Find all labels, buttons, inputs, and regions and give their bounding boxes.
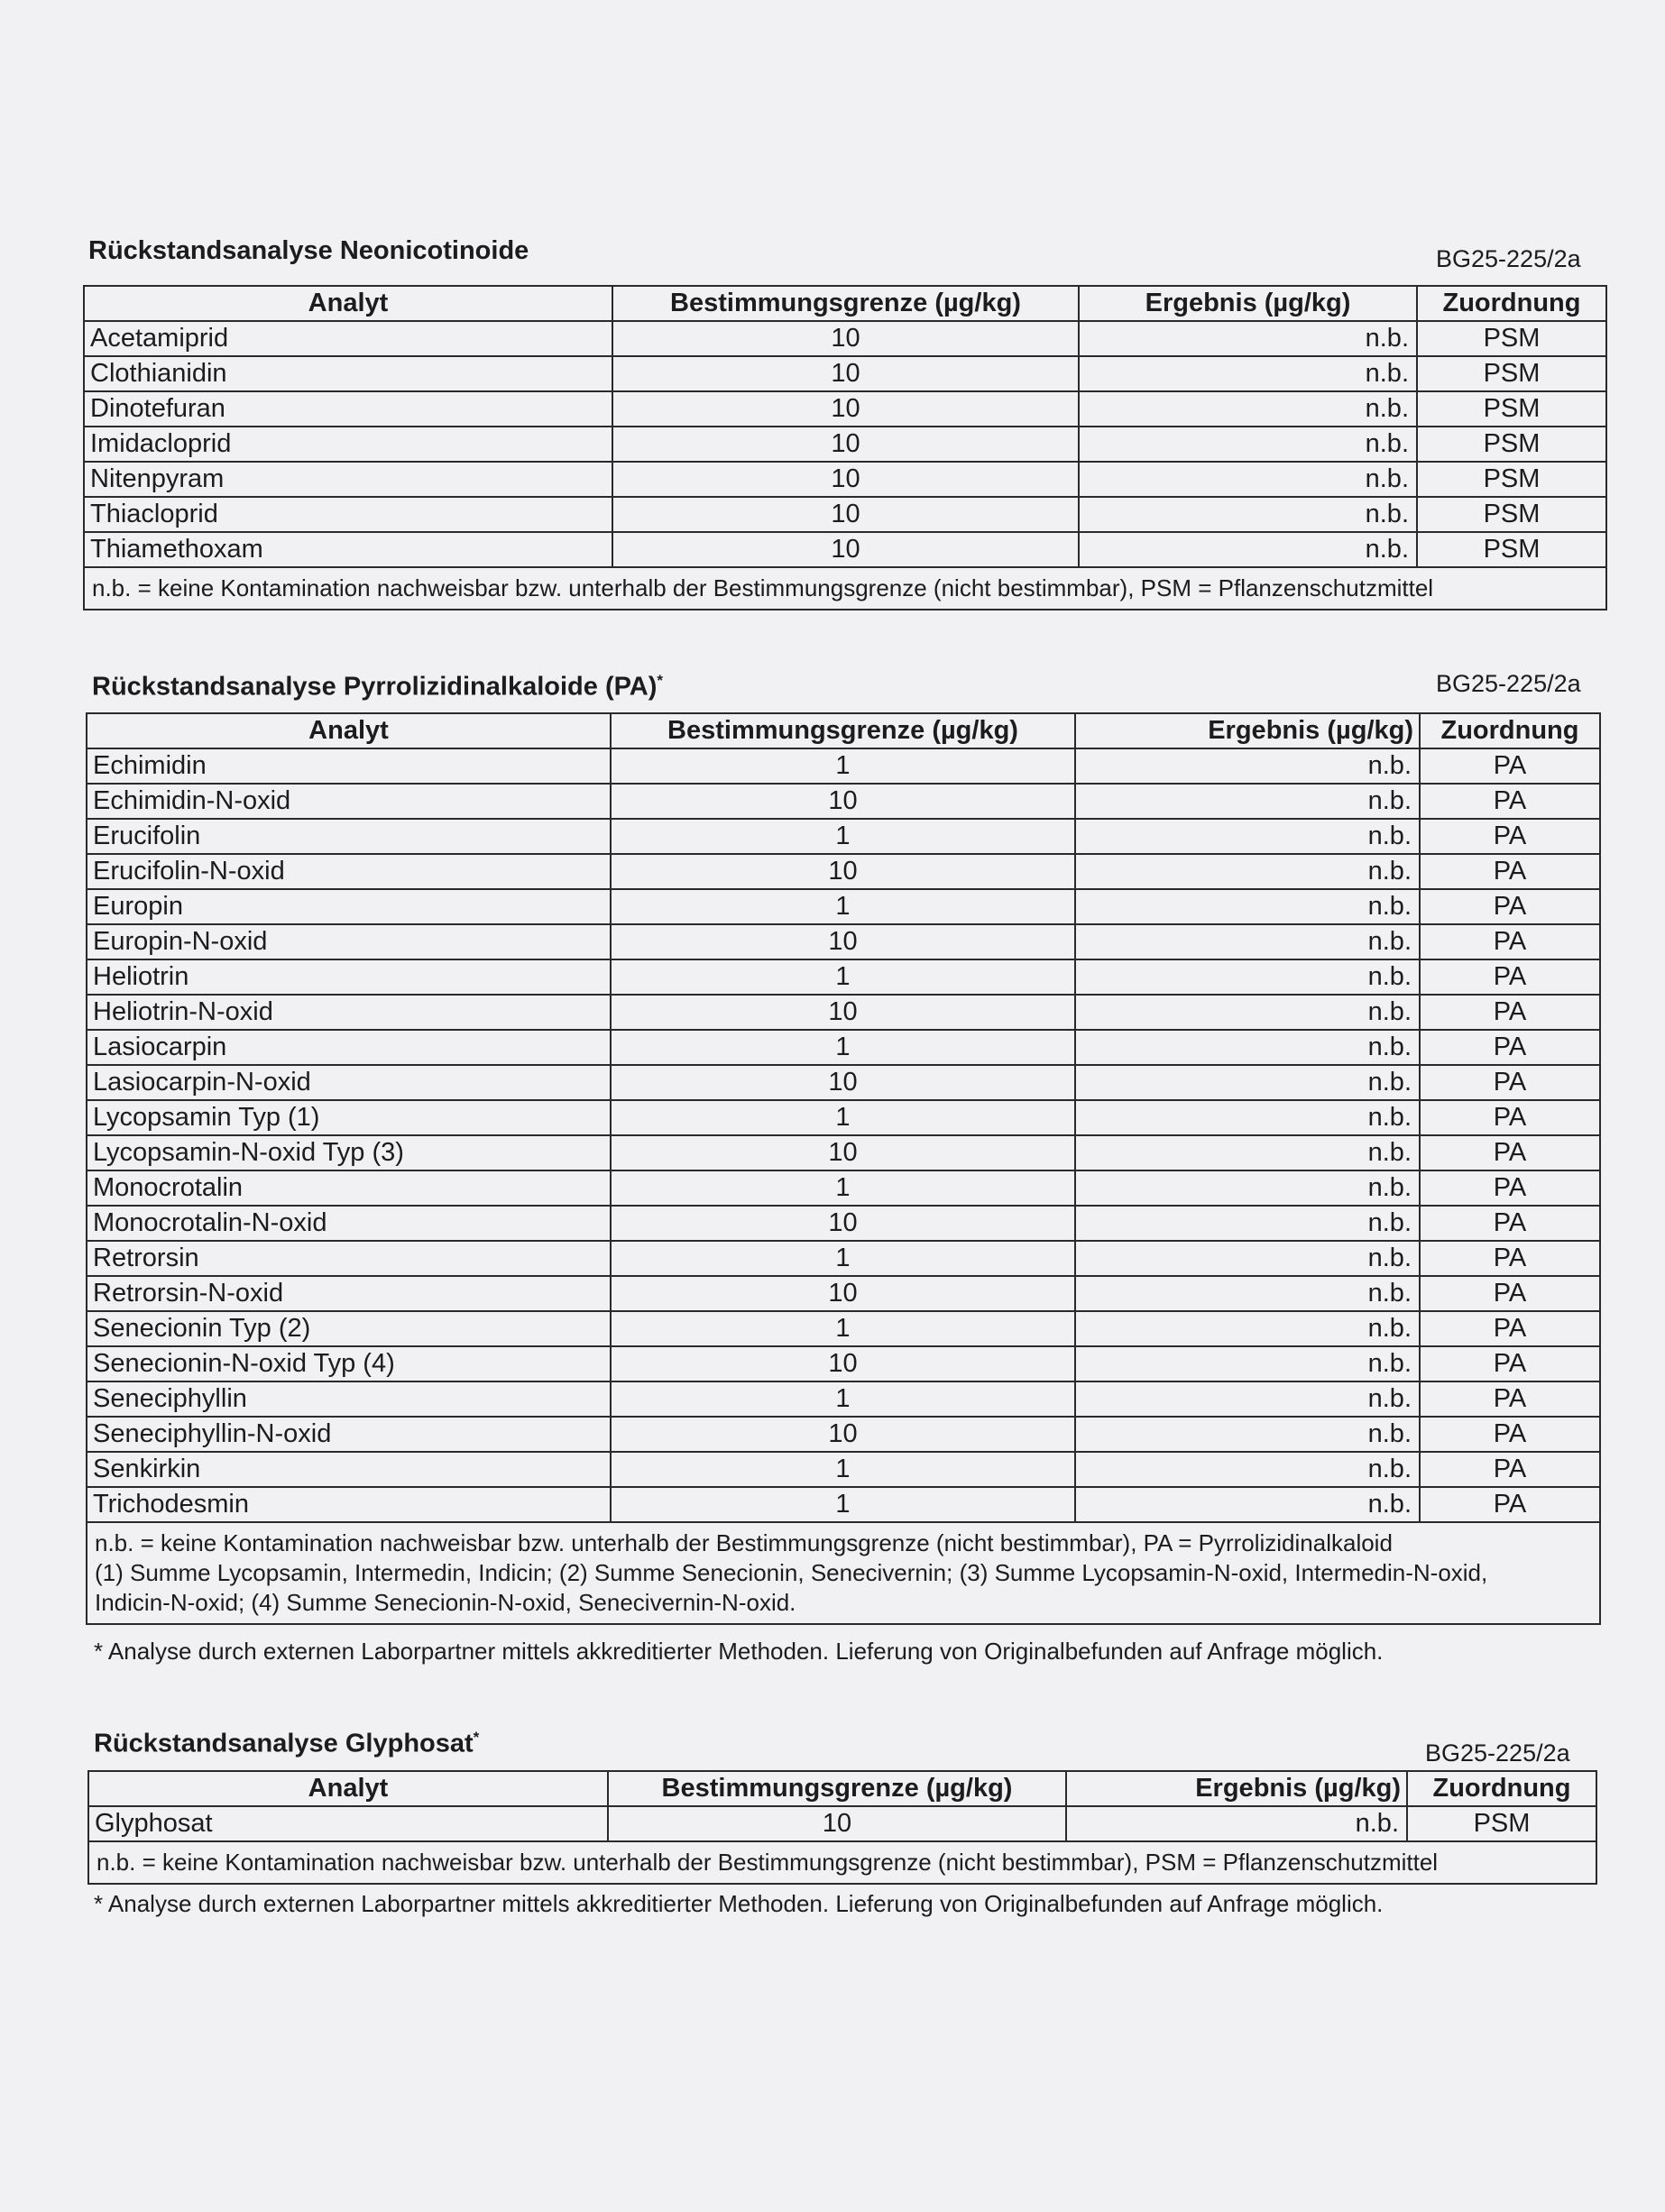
limit-cell: 10 [611, 924, 1075, 959]
footnote-mark: * [657, 672, 664, 689]
col-header-result: Ergebnis (µg/kg) [1079, 286, 1417, 321]
table-row [84, 427, 1606, 462]
result-cell: n.b. [1075, 784, 1420, 819]
analyte-cell: Senecionin Typ (2) [87, 1311, 611, 1346]
limit-cell: 1 [611, 1030, 1075, 1065]
neonicotinoid-title: Rückstandsanalyse Neonicotinoide [88, 236, 529, 265]
result-cell: n.b. [1075, 1065, 1420, 1100]
col-header-result: Ergebnis (µg/kg) [1075, 713, 1420, 748]
limit-cell: 10 [611, 784, 1075, 819]
col-header-assignment: Zuordnung [1420, 713, 1600, 748]
assignment-cell: PSM [1407, 1806, 1596, 1841]
limit-cell: 1 [611, 1452, 1075, 1487]
limit-cell: 1 [611, 1311, 1075, 1346]
legend-row [87, 1522, 1600, 1624]
limit-cell: 10 [611, 1065, 1075, 1100]
table-row [87, 854, 1600, 889]
col-header-limit: Bestimmungsgrenze (µg/kg) [611, 713, 1075, 748]
table-row [87, 1206, 1600, 1241]
result-cell: n.b. [1075, 748, 1420, 784]
result-cell: n.b. [1079, 497, 1417, 532]
table-row [87, 889, 1600, 924]
table-row [87, 1452, 1600, 1487]
limit-cell: 10 [612, 462, 1079, 497]
table-row [88, 1806, 1596, 1841]
assignment-cell: PA [1420, 1381, 1600, 1417]
analyte-cell: Lycopsamin Typ (1) [87, 1100, 611, 1135]
table-header-row [87, 713, 1600, 748]
col-header-analyt: Analyt [84, 286, 612, 321]
analyte-cell: Lasiocarpin [87, 1030, 611, 1065]
result-cell: n.b. [1075, 1417, 1420, 1452]
assignment-cell: PA [1420, 1417, 1600, 1452]
assignment-cell: PSM [1417, 462, 1606, 497]
analyte-cell: Echimidin [87, 748, 611, 784]
assignment-cell: PA [1420, 784, 1600, 819]
analyte-cell: Erucifolin-N-oxid [87, 854, 611, 889]
legend-text: n.b. = keine Kontamination nachweisbar bzw. unterhalb der Bestimmungsgrenze (nicht bestimmbar), PSM = Pflanzenschutzmittel [84, 567, 1606, 610]
limit-cell: 10 [612, 427, 1079, 462]
analyte-cell: Monocrotalin-N-oxid [87, 1206, 611, 1241]
table-row [87, 1417, 1600, 1452]
assignment-cell: PA [1420, 1170, 1600, 1206]
limit-cell: 10 [612, 391, 1079, 427]
limit-cell: 1 [611, 889, 1075, 924]
analyte-cell: Thiamethoxam [84, 532, 612, 567]
analyte-cell: Retrorsin [87, 1241, 611, 1276]
neonicotinoid-reference: BG25-225/2a [1436, 245, 1581, 272]
table-row [87, 819, 1600, 854]
table-row [87, 995, 1600, 1030]
limit-cell: 10 [611, 995, 1075, 1030]
assignment-cell: PA [1420, 1065, 1600, 1100]
limit-cell: 1 [611, 959, 1075, 995]
table-row [87, 924, 1600, 959]
analyte-cell: Lasiocarpin-N-oxid [87, 1065, 611, 1100]
result-cell: n.b. [1075, 854, 1420, 889]
assignment-cell: PA [1420, 924, 1600, 959]
limit-cell: 10 [612, 321, 1079, 356]
pyrrolizidine-reference: BG25-225/2a [1436, 670, 1581, 697]
assignment-cell: PSM [1417, 321, 1606, 356]
analyte-cell: Clothianidin [84, 356, 612, 391]
assignment-cell: PA [1420, 889, 1600, 924]
table-row [87, 1276, 1600, 1311]
col-header-analyt: Analyt [87, 713, 611, 748]
col-header-limit: Bestimmungsgrenze (µg/kg) [612, 286, 1079, 321]
result-cell: n.b. [1079, 532, 1417, 567]
table-row [87, 1381, 1600, 1417]
external-lab-footnote: * Analyse durch externen Laborpartner mittels akkreditierter Methoden. Lieferung von Originalbefunden auf Anfrage möglich. [94, 1890, 1384, 1917]
result-cell: n.b. [1075, 959, 1420, 995]
analyte-cell: Senecionin-N-oxid Typ (4) [87, 1346, 611, 1381]
glyphosate-reference: BG25-225/2a [1425, 1739, 1570, 1767]
assignment-cell: PA [1420, 819, 1600, 854]
table-row [87, 1311, 1600, 1346]
analyte-cell: Europin [87, 889, 611, 924]
result-cell: n.b. [1075, 1487, 1420, 1522]
legend-text: n.b. = keine Kontamination nachweisbar bzw. unterhalb der Bestimmungsgrenze (nicht bestimmbar), PSM = Pflanzenschutzmittel [88, 1841, 1596, 1884]
limit-cell: 10 [612, 497, 1079, 532]
result-cell: n.b. [1075, 1381, 1420, 1417]
limit-cell: 10 [611, 1346, 1075, 1381]
analyte-cell: Trichodesmin [87, 1487, 611, 1522]
external-lab-footnote: * Analyse durch externen Laborpartner mittels akkreditierter Methoden. Lieferung von Originalbefunden auf Anfrage möglich. [94, 1638, 1384, 1665]
analyte-cell: Nitenpyram [84, 462, 612, 497]
legend-cell [87, 1522, 1600, 1624]
table-row [84, 532, 1606, 567]
table-row [87, 1241, 1600, 1276]
assignment-cell: PSM [1417, 497, 1606, 532]
legend-row [84, 567, 1606, 610]
analyte-cell: Retrorsin-N-oxid [87, 1276, 611, 1311]
limit-cell: 1 [611, 1170, 1075, 1206]
result-cell: n.b. [1079, 356, 1417, 391]
assignment-cell: PSM [1417, 427, 1606, 462]
table-row [87, 1100, 1600, 1135]
table-row [87, 959, 1600, 995]
assignment-cell: PSM [1417, 391, 1606, 427]
table-row [87, 1065, 1600, 1100]
assignment-cell: PA [1420, 1135, 1600, 1170]
col-header-assignment: Zuordnung [1417, 286, 1606, 321]
table-row [84, 321, 1606, 356]
analyte-cell: Seneciphyllin [87, 1381, 611, 1417]
result-cell: n.b. [1079, 391, 1417, 427]
limit-cell: 10 [611, 1206, 1075, 1241]
table-header-row [88, 1771, 1596, 1806]
assignment-cell: PA [1420, 959, 1600, 995]
col-header-analyt: Analyt [88, 1771, 608, 1806]
assignment-cell: PSM [1417, 532, 1606, 567]
result-cell: n.b. [1079, 462, 1417, 497]
analyte-cell: Glyphosat [88, 1806, 608, 1841]
result-cell: n.b. [1079, 321, 1417, 356]
result-cell: n.b. [1075, 1276, 1420, 1311]
table-row [84, 497, 1606, 532]
analyte-cell: Heliotrin [87, 959, 611, 995]
limit-cell: 10 [612, 356, 1079, 391]
limit-cell: 10 [611, 1135, 1075, 1170]
table-row [87, 1135, 1600, 1170]
assignment-cell: PA [1420, 1276, 1600, 1311]
assignment-cell: PA [1420, 995, 1600, 1030]
result-cell: n.b. [1075, 1452, 1420, 1487]
assignment-cell: PA [1420, 1487, 1600, 1522]
result-cell: n.b. [1075, 924, 1420, 959]
assignment-cell: PA [1420, 1452, 1600, 1487]
assignment-cell: PA [1420, 748, 1600, 784]
analyte-cell: Lycopsamin-N-oxid Typ (3) [87, 1135, 611, 1170]
col-header-result: Ergebnis (µg/kg) [1066, 1771, 1407, 1806]
result-cell: n.b. [1075, 889, 1420, 924]
table-row [87, 784, 1600, 819]
result-cell: n.b. [1075, 1135, 1420, 1170]
table-row [87, 1346, 1600, 1381]
limit-cell: 1 [611, 1487, 1075, 1522]
pyrrolizidine-title [92, 672, 663, 702]
table-row [84, 356, 1606, 391]
assignment-cell: PSM [1417, 356, 1606, 391]
legend-type-note-1: (1) Summe Lycopsamin, Intermedin, Indicin; (2) Summe Senecionin, Senecivernin; (3) Summe Lycopsamin-N-oxid, Intermedin-N-oxid, [95, 1559, 1488, 1586]
table-header-row [84, 286, 1606, 321]
footnote-mark: * [473, 1729, 480, 1746]
table-row [87, 1487, 1600, 1522]
limit-cell: 1 [611, 1241, 1075, 1276]
result-cell: n.b. [1066, 1806, 1407, 1841]
analyte-cell: Dinotefuran [84, 391, 612, 427]
legend-text: n.b. = keine Kontamination nachweisbar bzw. unterhalb der Bestimmungsgrenze (nicht bestimmbar), PA = Pyrrolizidinalkaloid [95, 1529, 1393, 1556]
col-header-limit: Bestimmungsgrenze (µg/kg) [608, 1771, 1066, 1806]
assignment-cell: PA [1420, 1206, 1600, 1241]
assignment-cell: PA [1420, 1100, 1600, 1135]
limit-cell: 1 [611, 1100, 1075, 1135]
result-cell: n.b. [1075, 1346, 1420, 1381]
glyphosate-table [87, 1770, 1597, 1885]
limit-cell: 10 [608, 1806, 1066, 1841]
analyte-cell: Echimidin-N-oxid [87, 784, 611, 819]
analyte-cell: Imidacloprid [84, 427, 612, 462]
pyrrolizidine-title-text: Rückstandsanalyse Pyrrolizidinalkaloide (PA) [92, 672, 658, 702]
analyte-cell: Monocrotalin [87, 1170, 611, 1206]
pyrrolizidine-table [86, 712, 1601, 1625]
limit-cell: 1 [611, 1381, 1075, 1417]
analyte-cell: Acetamiprid [84, 321, 612, 356]
limit-cell: 1 [611, 748, 1075, 784]
table-row [87, 1170, 1600, 1206]
analyte-cell: Seneciphyllin-N-oxid [87, 1417, 611, 1452]
assignment-cell: PA [1420, 1311, 1600, 1346]
assignment-cell: PA [1420, 1030, 1600, 1065]
limit-cell: 10 [611, 1417, 1075, 1452]
result-cell: n.b. [1079, 427, 1417, 462]
limit-cell: 10 [611, 854, 1075, 889]
assignment-cell: PA [1420, 854, 1600, 889]
analyte-cell: Europin-N-oxid [87, 924, 611, 959]
result-cell: n.b. [1075, 1206, 1420, 1241]
limit-cell: 1 [611, 819, 1075, 854]
result-cell: n.b. [1075, 1241, 1420, 1276]
table-row [84, 462, 1606, 497]
result-cell: n.b. [1075, 1311, 1420, 1346]
assignment-cell: PA [1420, 1241, 1600, 1276]
table-row [87, 1030, 1600, 1065]
table-row [87, 748, 1600, 784]
analyte-cell: Senkirkin [87, 1452, 611, 1487]
table-row [84, 391, 1606, 427]
legend-row [88, 1841, 1596, 1884]
result-cell: n.b. [1075, 995, 1420, 1030]
col-header-assignment: Zuordnung [1407, 1771, 1596, 1806]
limit-cell: 10 [611, 1276, 1075, 1311]
result-cell: n.b. [1075, 1170, 1420, 1206]
limit-cell: 10 [612, 532, 1079, 567]
glyphosate-title-text: Rückstandsanalyse Glyphosat [94, 1729, 474, 1758]
analyte-cell: Erucifolin [87, 819, 611, 854]
assignment-cell: PA [1420, 1346, 1600, 1381]
glyphosate-title [94, 1729, 479, 1759]
neonicotinoid-table [83, 285, 1607, 610]
result-cell: n.b. [1075, 819, 1420, 854]
result-cell: n.b. [1075, 1030, 1420, 1065]
legend-type-note-2: Indicin-N-oxid; (4) Summe Senecionin-N-oxid, Senecivernin-N-oxid. [95, 1589, 796, 1616]
analyte-cell: Thiacloprid [84, 497, 612, 532]
result-cell: n.b. [1075, 1100, 1420, 1135]
analyte-cell: Heliotrin-N-oxid [87, 995, 611, 1030]
